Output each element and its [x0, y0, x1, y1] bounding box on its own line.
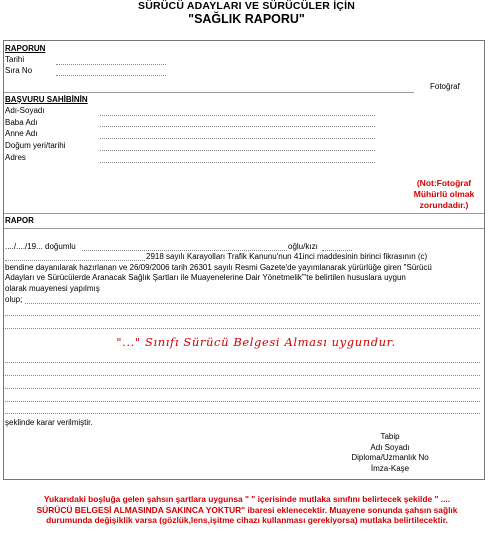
- applicant-address-field[interactable]: [100, 162, 375, 163]
- photo-note: (Not:Fotoğraf Mühürlü olmak zorundadır.): [413, 178, 475, 210]
- rapor-heading-divider: [4, 228, 484, 229]
- report-fullname-field[interactable]: [82, 250, 287, 251]
- section-divider: [4, 92, 414, 93]
- photo-label: Fotoğraf: [430, 82, 460, 91]
- footer-note-line-2: SÜRÜCÜ BELGESİ ALMASINDA SAKINCA YOKTUR" ibaresi eklenecektir. Muayene sonunda şahsın sağlık: [36, 504, 458, 515]
- form-title-line2: "SAĞLIK RAPORU": [188, 12, 305, 26]
- applicant-name-field[interactable]: [100, 115, 375, 116]
- applicant-father-label: Baba Adı: [5, 118, 38, 127]
- report-number-label: Sıra No: [5, 66, 33, 75]
- report-number-field[interactable]: [56, 75, 166, 76]
- footer-note-line-3: durumunda değişiklik varsa (gözlük,lens,işitme cihazı kullanması gerekiyorsa) mutlaka belirtilecektir.: [46, 515, 448, 526]
- footer-note: [3, 494, 491, 526]
- report-exam-line: olarak muayenesi yapılmış: [5, 284, 100, 293]
- footer-note-line-1: Yukarıdaki boşluğa gelen şahsın şartlara uygunsa " " içerisinde mutlaka sınıfını belirtecek şekilde " ....: [43, 494, 451, 504]
- report-child-of: oğlu/kızı: [288, 242, 318, 251]
- report-conditions-line: Adayları ve Sürücülerde Aranacak Sağlık Şartları ile Muayenelerine Dair Yönetmelik"'te belirtilen hususlara uygun: [5, 273, 406, 282]
- report-date-label: Tarihi: [5, 55, 25, 64]
- applicant-address-label: Adres: [5, 153, 26, 162]
- report-result-line-3[interactable]: [5, 328, 480, 329]
- report-result-line-2[interactable]: [5, 315, 480, 316]
- report-result-line-5[interactable]: [5, 375, 480, 376]
- report-result-lead: olup;: [5, 295, 23, 304]
- signature-stamp: İmza-Kaşe: [370, 463, 410, 473]
- applicant-birth-field[interactable]: [100, 150, 375, 151]
- report-birth-line: ..../..../19... doğumlu: [5, 242, 76, 251]
- report-regulation-line: bendine dayanılarak hazırlanan ve 26/09/2006 tarih 26301 sayılı Resmi Gazete'de yayımlanarak yürürlüğe giren "Sürücü: [5, 263, 432, 272]
- signature-block: [335, 432, 445, 474]
- report-parent-field[interactable]: [322, 250, 352, 251]
- report-extra-field[interactable]: [5, 260, 145, 261]
- report-result-line-7[interactable]: [5, 401, 480, 402]
- report-date-field[interactable]: [56, 64, 166, 65]
- applicant-mother-label: Anne Adı: [5, 129, 38, 138]
- applicant-name-label: Adı-Soyadı: [5, 106, 45, 115]
- form-title-line1: SÜRÜCÜ ADAYLARI VE SÜRÜCÜLER İÇİN: [137, 0, 355, 12]
- report-result-line-8[interactable]: [5, 413, 480, 414]
- handwritten-statement: "..." Sınıfı Sürücü Belgesi Alması uygundur.: [116, 335, 396, 349]
- report-result-line-6[interactable]: [5, 388, 480, 389]
- report-result-line-1[interactable]: [25, 303, 480, 304]
- report-closing: şeklinde karar verilmiştir.: [5, 418, 93, 427]
- report-result-line-4[interactable]: [5, 362, 480, 363]
- signature-doctor: Tabip: [380, 432, 400, 441]
- applicant-father-field[interactable]: [100, 126, 375, 127]
- applicant-birth-label: Doğum yeri/tarihi: [5, 141, 66, 150]
- signature-diploma: Diploma/Uzmanlık No: [351, 453, 429, 462]
- rapor-heading: RAPOR: [5, 216, 34, 225]
- signature-name: Adı Soyadı: [370, 442, 410, 452]
- report-section-heading: RAPORUN: [5, 44, 46, 53]
- report-law-line: 2918 sayılı Karayolları Trafik Kanunu'nun 41inci maddesinin birinci fikrasının (c): [146, 252, 428, 261]
- rapor-divider: [4, 213, 484, 214]
- applicant-mother-field[interactable]: [100, 138, 375, 139]
- applicant-section-heading: BAŞVURU SAHİBİNİN: [5, 95, 88, 104]
